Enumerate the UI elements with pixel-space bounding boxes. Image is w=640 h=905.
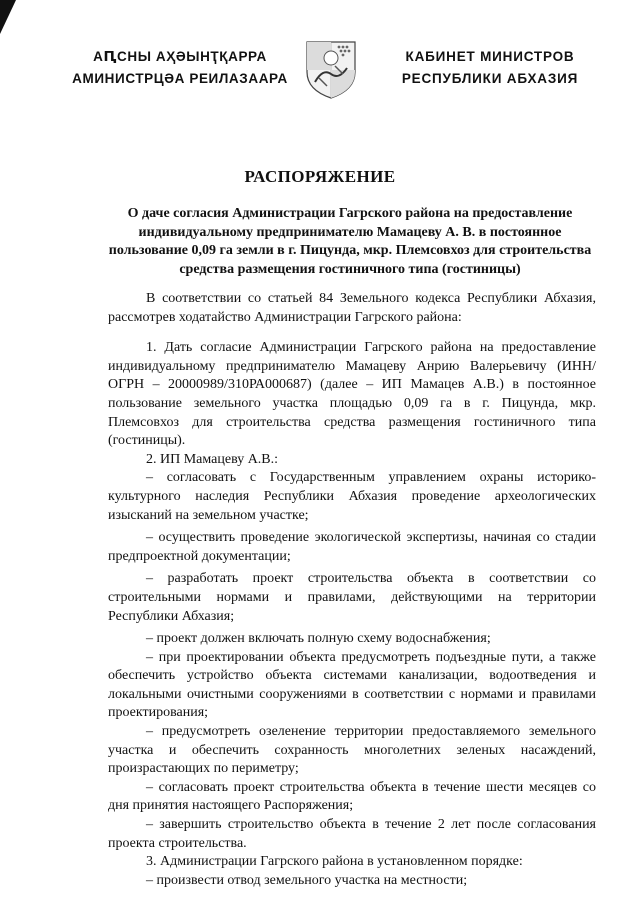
item-2-bullet: – разработать проект строительства объекта в соответствии со строительными нормами и правилами, действующими на территории Республики Абхазия; [108,571,596,624]
item-3: 3. Администрации Гагрского района в установленном порядке: [146,854,523,870]
document-body [108,290,596,890]
preamble: В соответствии со статьей 84 Земельного кодекса Республики Абхазия, рассмотрев ходатайство Администрации Гагрского района: [108,291,596,325]
document-subject: О даче согласия Администрации Гагрского района на предоставление индивидуальному предпринимателю Мамацеву А. В. в постоянное пользование 0,09 га земли в г. Пицунда, мкр. Племсовхоз для строительства средства размещения гостиничного типа (гостиницы) [108,206,592,277]
item-2-bullet: – осуществить проведение экологической экспертизы, начиная со стадии предпроектной документации; [108,530,596,564]
item-1: 1. Дать согласие Администрации Гагрского района на предоставление индивидуальному предпринимателю Мамацеву Анрию Валерьевичу (ИНН/ОГРН – 20000989/310РА000687) (далее – ИП Мамацев А.В.) в постоянное пользование земельного участка площадью 0,09 га в г. Пицунда, мкр. Племсовхоз для строительства средства размещения гостиничного типа (гостиницы). [108,340,596,449]
document-title: РАСПОРЯЖЕНИЕ [244,167,396,186]
letterhead [0,38,640,98]
scan-corner-mark [0,0,16,34]
letterhead-left-line1: АԤСНЫ АҲӘЫНҬҚАРРА [93,49,267,64]
item-2-bullet: – согласовать проект строительства объекта в течение шести месяцев со дня принятия настоящего Распоряжения; [108,779,596,814]
letterhead-right-line1: КАБИНЕТ МИНИСТРОВ [405,49,575,64]
item-2-bullet: – предусмотреть озеленение территории предоставляемого земельного участка и обеспечить сохранность многолетних зеленых насаждений, произрастающих по периметру; [108,724,596,777]
item-2-bullet: – проект должен включать полную схему водоснабжения; [146,631,491,647]
item-2: 2. ИП Мамацеву А.В.: [146,451,279,467]
letterhead-left-line2: АМИНИСТРЦӘА РЕИЛАЗААРА [72,71,288,86]
item-2-bullet: – согласовать с Государственным управлением охраны историко-культурного наследия Республики Абхазия проведение археологических изысканий на земельном участке; [108,470,596,523]
letterhead-right-line2: РЕСПУБЛИКИ АБХАЗИЯ [401,71,579,86]
coat-of-arms-icon [301,38,361,100]
item-2-bullet: – завершить строительство объекта в течение 2 лет после согласования проекта строительства. [108,817,596,851]
letterhead-right [370,46,610,90]
item-2-bullet: – при проектировании объекта предусмотреть подъездные пути, а также обеспечить устройство объекта системами канализации, водоотведения и локальными очистными сооружениями в соответствии с нормами и правилами проектирования; [108,649,596,721]
item-3-bullet: – произвести отвод земельного участка на местности; [146,872,468,888]
letterhead-left [60,46,300,90]
